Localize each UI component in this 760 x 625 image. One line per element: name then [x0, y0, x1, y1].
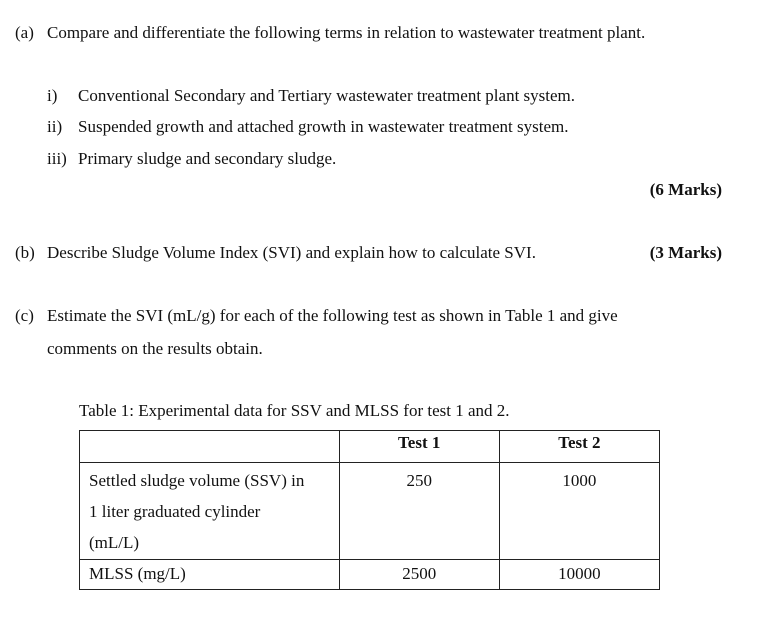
sub-item-i	[47, 86, 576, 106]
question-b-text: Describe Sludge Volume Index (SVI) and explain how to calculate SVI.	[47, 243, 536, 262]
sub-item-number: iii)	[47, 149, 67, 168]
data-table	[79, 430, 660, 590]
sub-item-text: Suspended growth and attached growth in wastewater treatment system.	[78, 117, 569, 136]
question-c-label: (c)	[15, 306, 34, 325]
header-cell-test1: Test 1	[339, 431, 499, 463]
row-label-ssv	[80, 463, 340, 560]
question-c	[15, 306, 618, 326]
cell-mlss-test1: 2500	[339, 560, 499, 590]
table-row	[80, 463, 660, 560]
row-label-line: 1 liter graduated cylinder	[89, 502, 261, 521]
header-cell-test2: Test 2	[499, 431, 659, 463]
row-label-line: (mL/L)	[89, 533, 140, 552]
question-c-text-line2: comments on the results obtain.	[47, 339, 263, 358]
question-a	[15, 23, 646, 43]
header-cell-empty	[80, 431, 340, 463]
cell-ssv-test2: 1000	[499, 463, 659, 560]
table-row	[80, 560, 660, 590]
sub-item-iii	[47, 149, 337, 169]
sub-item-number: ii)	[47, 117, 63, 136]
question-b	[15, 243, 536, 263]
question-b-label: (b)	[15, 243, 35, 262]
table-header-row	[80, 431, 660, 463]
sub-item-ii	[47, 117, 569, 137]
question-a-text: Compare and differentiate the following terms in relation to wastewater treatment plant.	[47, 23, 646, 42]
marks-a: (6 Marks)	[649, 180, 722, 199]
sub-item-number: i)	[47, 86, 58, 105]
cell-mlss-test2: 10000	[499, 560, 659, 590]
question-c-text-line1: Estimate the SVI (mL/g) for each of the following test as shown in Table 1 and give	[47, 306, 618, 325]
sub-item-text: Conventional Secondary and Tertiary wastewater treatment plant system.	[78, 86, 576, 105]
question-a-label: (a)	[15, 23, 34, 42]
cell-ssv-test1: 250	[339, 463, 499, 560]
row-label-mlss: MLSS (mg/L)	[80, 560, 340, 590]
row-label-line: Settled sludge volume (SSV) in	[89, 471, 305, 490]
table-caption: Table 1: Experimental data for SSV and MLSS for test 1 and 2.	[79, 401, 510, 420]
marks-b: (3 Marks)	[649, 243, 722, 262]
sub-item-text: Primary sludge and secondary sludge.	[78, 149, 337, 168]
